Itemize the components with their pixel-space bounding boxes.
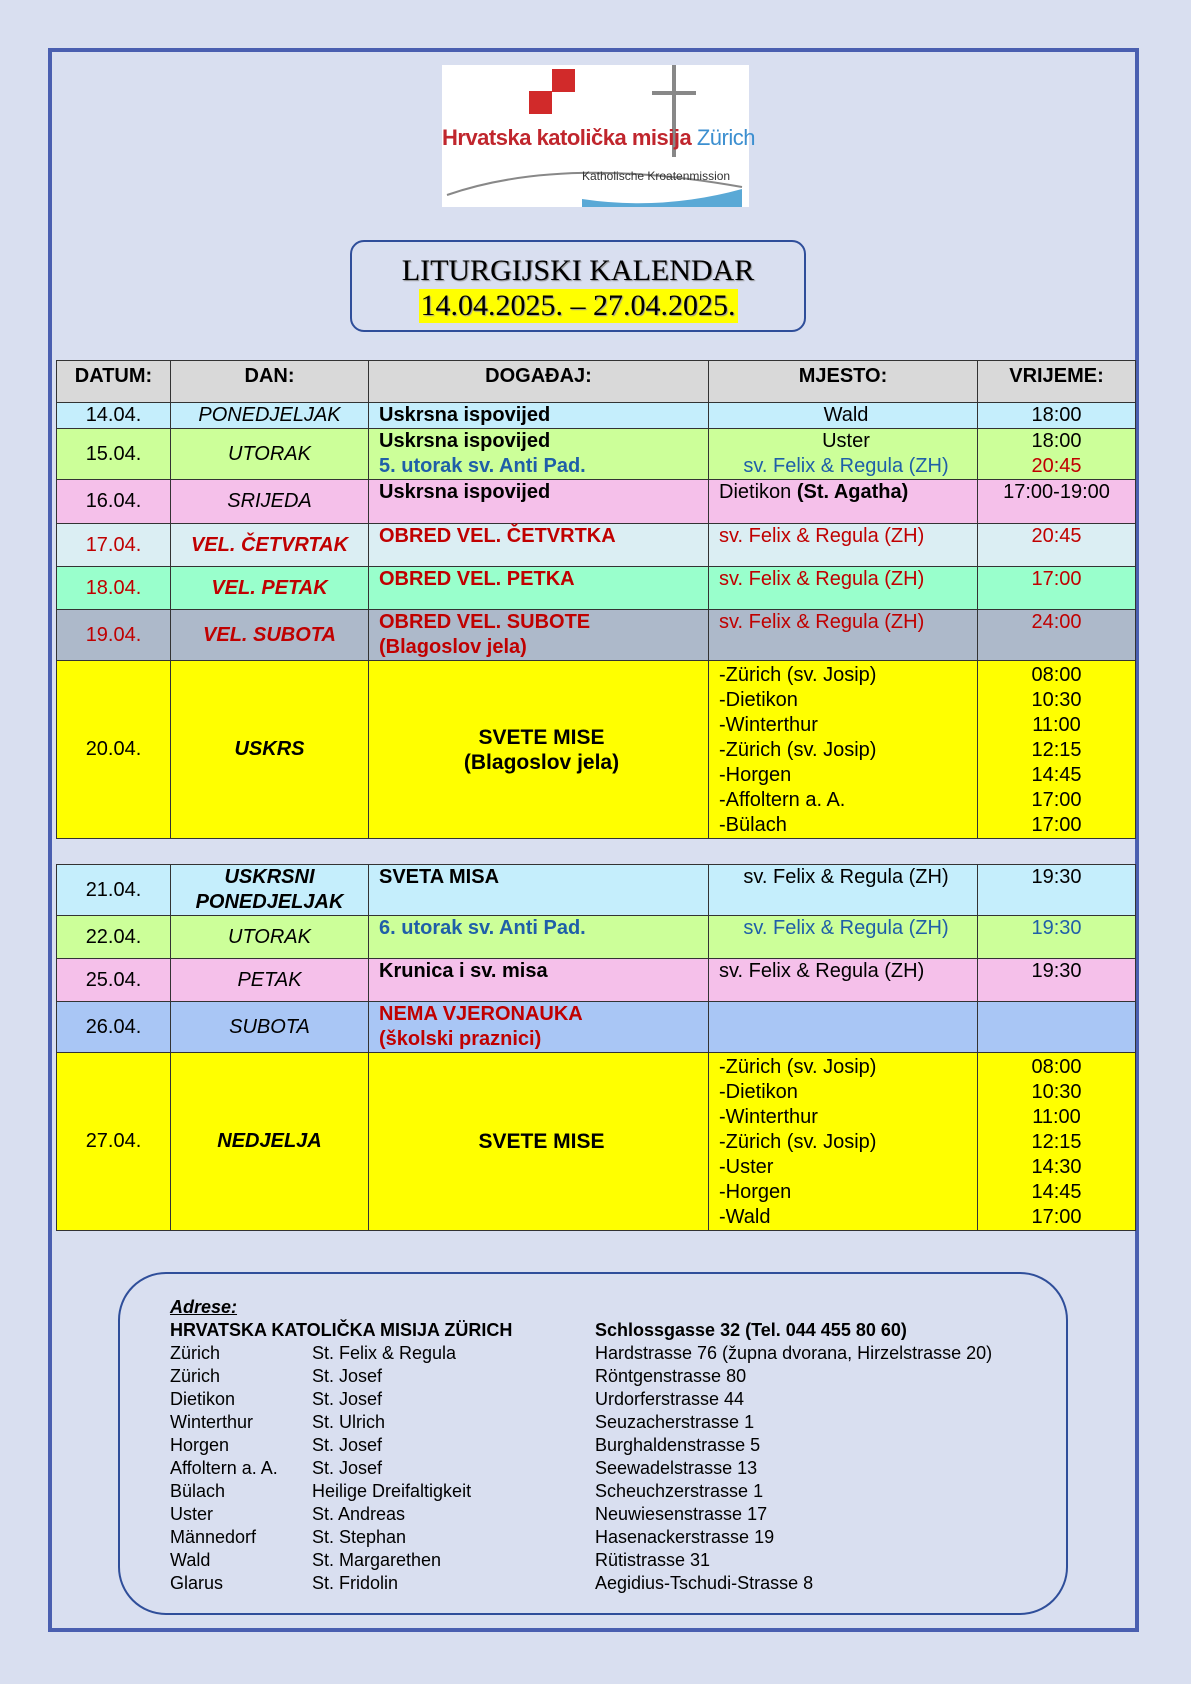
time-text: 19:30 [1031, 917, 1082, 939]
logo-name [442, 125, 755, 151]
day-cell: VEL. SUBOTA [171, 610, 369, 661]
time-text: 12:15 [1031, 1131, 1082, 1153]
place-text: sv. Felix & Regula (ZH) [719, 568, 925, 590]
place-text: sv. Felix & Regula (ZH) [743, 866, 949, 888]
address-street: Urdorferstrasse 44 [595, 1389, 745, 1409]
page-title: LITURGIJSKI KALENDAR [401, 254, 755, 287]
day-cell: SUBOTA [171, 1002, 369, 1053]
date-range: 14.04.2025. – 27.04.2025. [420, 289, 736, 322]
table-row [57, 1002, 1136, 1053]
event-text: SVETE MISE [478, 725, 605, 749]
time-text: 19:30 [1031, 960, 1082, 982]
address-parish: St. Josef [312, 1389, 383, 1409]
place-text-part: Dietikon [719, 481, 797, 503]
table-row [57, 610, 1136, 661]
time-cell [978, 959, 1136, 1002]
mission-address: Schlossgasse 32 (Tel. 044 455 80 60) [595, 1320, 907, 1340]
event-cell [369, 916, 709, 959]
address-street: Seewadelstrasse 13 [595, 1458, 758, 1478]
time-text: 08:00 [1031, 664, 1082, 686]
time-text: 12:15 [1031, 739, 1082, 761]
table-row [57, 916, 1136, 959]
mission-name: HRVATSKA KATOLIČKA MISIJA ZÜRICH [170, 1320, 513, 1340]
place-text: -Dietikon [719, 689, 798, 711]
event-text: OBRED VEL. PETKA [379, 568, 575, 590]
table-row [57, 567, 1136, 610]
place-text: -Horgen [719, 764, 792, 786]
date-cell: 22.04. [57, 916, 171, 959]
address-city: Männedorf [170, 1527, 257, 1547]
time-text: 18:00 [1031, 404, 1082, 426]
time-text: 20:45 [1031, 455, 1082, 477]
address-city: Zürich [170, 1366, 221, 1386]
header-time: VRIJEME: [978, 361, 1136, 403]
time-text: 14:45 [1031, 1181, 1082, 1203]
date-cell: 14.04. [57, 403, 171, 429]
logo-name-text: Hrvatska katolička misija [442, 125, 692, 150]
time-text: 14:45 [1031, 764, 1082, 786]
place-text: -Winterthur [719, 1106, 818, 1128]
date-cell: 20.04. [57, 661, 171, 839]
time-text: 11:00 [1032, 1106, 1081, 1128]
event-text: SVETE MISE [478, 1130, 605, 1153]
place-text: -Zürich (sv. Josip) [719, 664, 877, 686]
date-cell: 26.04. [57, 1002, 171, 1053]
date-cell: 18.04. [57, 567, 171, 610]
time-cell [978, 661, 1136, 839]
table-row [57, 865, 1136, 916]
date-cell: 25.04. [57, 959, 171, 1002]
event-text: (Blagoslov jela) [463, 750, 620, 774]
place-text: -Uster [719, 1156, 774, 1178]
place-cell [709, 1002, 978, 1053]
event-text: Uskrsna ispovijed [379, 430, 551, 452]
place-cell [709, 403, 978, 429]
place-text [719, 480, 973, 505]
address-street: Hardstrasse 76 (župna dvorana, Hirzelstrasse 20) [595, 1343, 993, 1363]
place-cell [709, 567, 978, 610]
event-cell [369, 1053, 709, 1231]
event-text: NEMA VJERONAUKA [379, 1003, 583, 1025]
address-street: Röntgenstrasse 80 [595, 1366, 747, 1386]
place-cell [709, 916, 978, 959]
mission-logo [442, 65, 755, 207]
event-text: OBRED VEL. SUBOTE [379, 611, 591, 633]
time-text: 17:00-19:00 [1003, 481, 1110, 503]
time-text: 17:00 [1031, 789, 1082, 811]
place-text: sv. Felix & Regula (ZH) [719, 960, 925, 982]
event-cell [369, 865, 709, 916]
event-text: OBRED VEL. ČETVRTKA [379, 525, 616, 547]
address-city: Uster [170, 1504, 214, 1524]
address-street: Hasenackerstrasse 19 [595, 1527, 775, 1547]
time-text: 10:30 [1031, 1081, 1082, 1103]
day-cell: UTORAK [171, 916, 369, 959]
day-cell: UTORAK [171, 429, 369, 480]
time-cell [978, 1053, 1136, 1231]
address-city: Wald [170, 1550, 211, 1570]
event-cell [369, 524, 709, 567]
event-text: Uskrsna ispovijed [379, 404, 551, 426]
header-place: MJESTO: [709, 361, 978, 403]
place-cell [709, 661, 978, 839]
logo-square [529, 91, 552, 114]
place-text: -Dietikon [719, 1081, 798, 1103]
day-cell: NEDJELJA [171, 1053, 369, 1231]
time-text: 17:00 [1031, 1206, 1082, 1228]
address-street: Neuwiesenstrasse 17 [595, 1504, 768, 1524]
time-cell [978, 865, 1136, 916]
place-text: -Horgen [719, 1181, 792, 1203]
address-city: Glarus [170, 1573, 224, 1593]
time-cell [978, 1002, 1136, 1053]
place-text: sv. Felix & Regula (ZH) [719, 611, 925, 633]
time-cell [978, 524, 1136, 567]
address-parish: St. Josef [312, 1435, 383, 1455]
place-text: -Zürich (sv. Josip) [719, 739, 877, 761]
address-street: Rütistrasse 31 [595, 1550, 711, 1570]
address-city: Bülach [170, 1481, 226, 1501]
time-cell [978, 916, 1136, 959]
address-parish: St. Stephan [312, 1527, 407, 1547]
place-cell [709, 865, 978, 916]
address-street: Scheuchzerstrasse 1 [595, 1481, 764, 1501]
event-cell [369, 567, 709, 610]
time-text: 20:45 [1031, 525, 1082, 547]
event-text: Uskrsna ispovijed [379, 481, 551, 503]
place-text: -Affoltern a. A. [719, 789, 846, 811]
event-text: 5. utorak sv. Anti Pad. [379, 455, 586, 477]
logo-square [552, 69, 575, 92]
date-cell: 16.04. [57, 480, 171, 524]
place-cell [709, 429, 978, 480]
event-text: (školski praznici) [379, 1028, 542, 1050]
time-cell [978, 429, 1136, 480]
date-cell: 21.04. [57, 865, 171, 916]
event-cell [369, 403, 709, 429]
logo-subtitle: Katholische Kroatenmission [582, 169, 731, 183]
time-text: 17:00 [1031, 814, 1082, 836]
day-cell: USKRS [171, 661, 369, 839]
header-date: DATUM: [57, 361, 171, 403]
place-text: sv. Felix & Regula (ZH) [743, 917, 949, 939]
address-parish: St. Andreas [312, 1504, 406, 1524]
time-text: 10:30 [1031, 689, 1082, 711]
calendar-table-week1 [56, 360, 1136, 839]
header-day: DAN: [171, 361, 369, 403]
table-row [57, 959, 1136, 1002]
day-cell: PETAK [171, 959, 369, 1002]
table-row [57, 661, 1136, 839]
address-city: Horgen [170, 1435, 230, 1455]
date-cell: 17.04. [57, 524, 171, 567]
place-cell [709, 1053, 978, 1231]
address-city: Zürich [170, 1343, 221, 1363]
time-cell [978, 480, 1136, 524]
table-row [57, 480, 1136, 524]
address-parish: St. Margarethen [312, 1550, 442, 1570]
address-street: Burghaldenstrasse 5 [595, 1435, 761, 1455]
event-cell [369, 480, 709, 524]
event-cell [369, 661, 709, 839]
event-text: Krunica i sv. misa [379, 960, 548, 982]
day-cell: PONEDJELJAK [171, 403, 369, 429]
cross-icon-bar [652, 91, 696, 95]
time-text: 08:00 [1031, 1056, 1082, 1078]
event-text: 6. utorak sv. Anti Pad. [379, 917, 586, 939]
place-text-bold: (St. Agatha) [796, 481, 909, 503]
time-text: 18:00 [1031, 430, 1082, 452]
place-text: sv. Felix & Regula (ZH) [719, 525, 925, 547]
time-cell [978, 567, 1136, 610]
table-header-row [57, 361, 1136, 403]
logo-city: Zürich [696, 125, 755, 150]
address-street: Aegidius-Tschudi-Strasse 8 [595, 1573, 814, 1593]
date-cell: 15.04. [57, 429, 171, 480]
day-cell: SRIJEDA [171, 480, 369, 524]
address-city: Dietikon [170, 1389, 236, 1409]
time-text: 24:00 [1031, 611, 1082, 633]
day-cell: USKRSNI PONEDJELJAK [171, 865, 369, 916]
address-city: Winterthur [170, 1412, 254, 1432]
place-cell [709, 480, 978, 524]
place-text: sv. Felix & Regula (ZH) [743, 455, 949, 477]
date-cell: 27.04. [57, 1053, 171, 1231]
table-row [57, 429, 1136, 480]
event-cell [369, 610, 709, 661]
place-cell [709, 524, 978, 567]
address-parish: St. Ulrich [312, 1412, 386, 1432]
day-cell: VEL. PETAK [171, 567, 369, 610]
date-cell: 19.04. [57, 610, 171, 661]
place-cell [709, 959, 978, 1002]
place-text: -Zürich (sv. Josip) [719, 1131, 877, 1153]
place-text: -Winterthur [719, 714, 818, 736]
address-street: Seuzacherstrasse 1 [595, 1412, 755, 1432]
event-text: (Blagoslov jela) [379, 636, 527, 658]
event-cell [369, 1002, 709, 1053]
event-text: SVETA MISA [379, 866, 500, 888]
address-parish: Heilige Dreifaltigkeit [312, 1481, 472, 1501]
place-text: -Zürich (sv. Josip) [719, 1056, 877, 1078]
header-event: DOGAĐAJ: [369, 361, 709, 403]
place-cell [709, 610, 978, 661]
table-row [57, 403, 1136, 429]
day-cell: VEL. ČETVRTAK [171, 524, 369, 567]
place-text: Wald [823, 404, 869, 426]
table-row [57, 524, 1136, 567]
time-text: 11:00 [1032, 714, 1081, 736]
time-cell [978, 610, 1136, 661]
address-parish: St. Felix & Regula [312, 1343, 457, 1363]
event-cell [369, 429, 709, 480]
addresses-heading: Adrese: [170, 1297, 238, 1317]
place-text: -Bülach [719, 814, 787, 836]
address-city: Affoltern a. A. [170, 1458, 278, 1478]
time-text: 14:30 [1031, 1156, 1082, 1178]
calendar-table-week2 [56, 864, 1136, 1231]
event-cell [369, 959, 709, 1002]
time-text: 17:00 [1031, 568, 1082, 590]
time-cell [978, 403, 1136, 429]
place-text: Uster [822, 430, 870, 452]
address-parish: St. Josef [312, 1366, 383, 1386]
title-box [350, 240, 806, 332]
time-text: 19:30 [1031, 866, 1082, 888]
place-text: -Wald [719, 1206, 771, 1228]
table-row [57, 1053, 1136, 1231]
address-parish: St. Fridolin [312, 1573, 399, 1593]
address-parish: St. Josef [312, 1458, 383, 1478]
